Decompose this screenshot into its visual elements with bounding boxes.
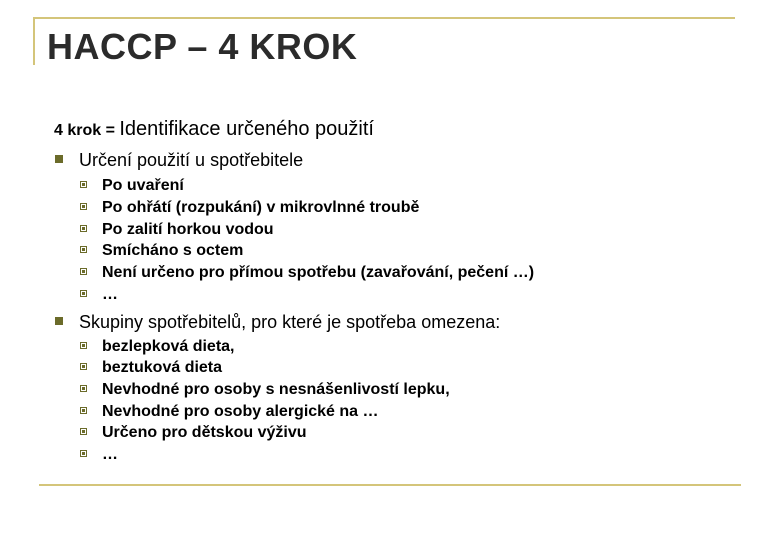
list-item [80, 240, 243, 261]
section-heading-usage [55, 150, 303, 171]
list-item [80, 262, 534, 283]
list-item-text: Není určeno pro přímou spotřebu (zavařování, pečení …) [102, 264, 535, 281]
subtitle-prefix: 4 krok = [54, 122, 120, 139]
boxed-bullet-icon [80, 363, 87, 370]
list-item-text: Smícháno s octem [102, 242, 244, 259]
boxed-bullet-icon [80, 385, 87, 392]
frame-top-line [33, 17, 735, 19]
list-item-text: Nevhodné pro osoby s nesnášenlivostí lepku, [102, 381, 450, 398]
slide-title: HACCP – 4 KROK [47, 26, 358, 67]
boxed-bullet-icon [80, 181, 87, 188]
list-item [80, 357, 222, 378]
boxed-bullet-icon [80, 203, 87, 210]
list-item [80, 401, 379, 422]
boxed-bullet-icon [80, 290, 87, 297]
boxed-bullet-icon [80, 428, 87, 435]
list-item-text: … [102, 446, 118, 463]
boxed-bullet-icon [80, 225, 87, 232]
list-item-text: Po zalití horkou vodou [102, 221, 274, 238]
frame-left-line [33, 17, 35, 65]
list-item [80, 444, 118, 465]
slide-subtitle [54, 118, 374, 141]
boxed-bullet-icon [80, 246, 87, 253]
subtitle-main: Identifikace určeného použití [119, 118, 374, 140]
list-item [80, 336, 235, 357]
list-item [80, 219, 274, 240]
list-item-text: bezlepková dieta, [102, 338, 235, 355]
section-heading-text: Skupiny spotřebitelů, pro které je spotřeba omezena: [79, 312, 501, 332]
list-item-text: Nevhodné pro osoby alergické na … [102, 403, 379, 420]
boxed-bullet-icon [80, 407, 87, 414]
list-item-text: … [102, 286, 118, 303]
list-item-text: Po ohřátí (rozpukání) v mikrovlnné troubě [102, 199, 420, 216]
list-item [80, 175, 184, 196]
list-item [80, 284, 118, 305]
square-bullet-icon [55, 317, 63, 325]
list-item-text: Určeno pro dětskou výživu [102, 424, 307, 441]
list-item [80, 197, 419, 218]
boxed-bullet-icon [80, 268, 87, 275]
boxed-bullet-icon [80, 450, 87, 457]
list-item [80, 379, 450, 400]
square-bullet-icon [55, 155, 63, 163]
list-item-text: Po uvaření [102, 177, 184, 194]
frame-bottom-line [39, 484, 741, 486]
boxed-bullet-icon [80, 342, 87, 349]
section-heading-consumer-groups [55, 312, 500, 333]
list-item-text: beztuková dieta [102, 359, 223, 376]
list-item [80, 422, 307, 443]
section-heading-text: Určení použití u spotřebitele [79, 150, 304, 170]
